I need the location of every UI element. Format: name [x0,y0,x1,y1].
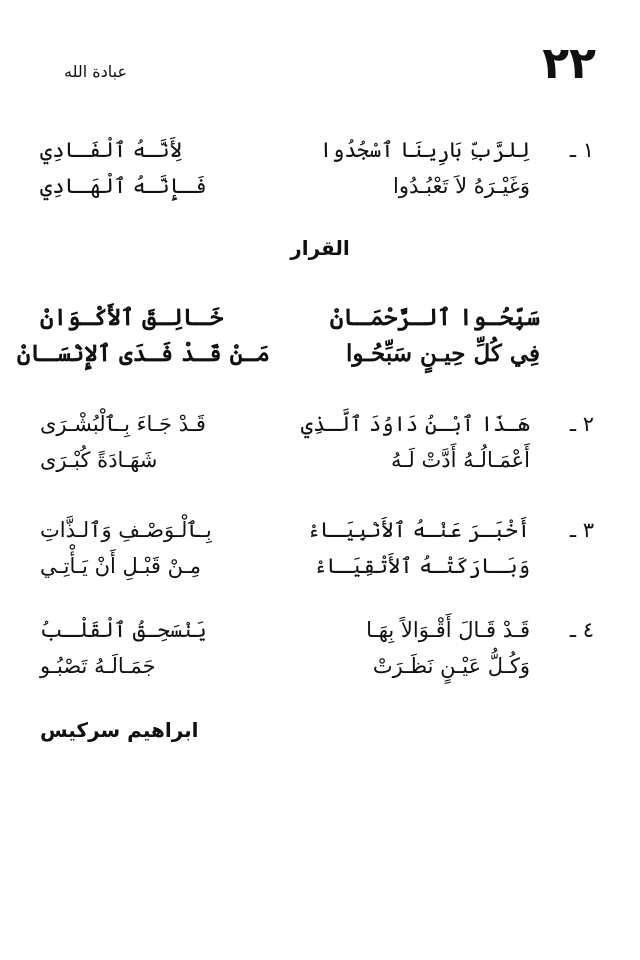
verse-line [0,648,640,684]
verse-line [0,168,640,204]
second-hemistich: فَـإِنَّـهُ ٱلْهَـادِي [40,174,207,198]
second-hemistich: لِأَنَّـهُ ٱلْفَـادِي [40,138,183,162]
first-hemistich: وَبَـارَكَتْـهُ ٱلأَتْقِيَـاءْ [314,554,530,578]
first-hemistich: وَغَيْـرَهُ لاَ تَعْبُـدُوا [393,174,530,198]
second-hemistich: جَمَـالَـهُ تَصْبُـو [40,654,156,678]
first-hemistich: أَعْمَـالُـهُ أَدَّتْ لَـهُ [391,448,530,472]
verse-line [0,406,640,442]
verse-line [0,442,640,478]
chorus-heading: القرار [290,236,350,260]
chorus [0,300,640,372]
first-hemistich: وَكُـلُّ عَيْـنٍ نَظَـرَتْ [372,654,530,678]
author-name: ابراهيم سركيس [40,718,199,742]
verse-number: ٣ ـ [569,518,594,542]
chorus-line [0,336,640,372]
second-hemistich: شَهَـادَةً كُبْـرَى [40,448,158,472]
first-hemistich: فِي كُلِّ حِيـنٍ سَبِّحُـوا [345,340,540,367]
verse-number: ١ ـ [569,138,594,162]
verse-3 [0,512,640,584]
verse-line [0,132,640,168]
running-title: عبادة الله [64,62,128,81]
chorus-line [0,300,640,336]
first-hemistich: لِلرَّبِّ بَارِينَا ٱسْجُدُوا [319,138,530,162]
first-hemistich: سَبِّحُـوا ٱلـرَّحْمَـانْ [329,304,540,331]
second-hemistich: مَـنْ قَـدْ فَـدَى ٱلإِنْسَـانْ [16,340,270,367]
verse-number: ٤ ـ [569,618,594,642]
first-hemistich: أَخْبَـرَ عَنْـهُ ٱلأَنْبِيَـاءْ [307,518,530,542]
second-hemistich: خَـالِـقَ ٱلأَكْـوَانْ [40,304,224,331]
first-hemistich: قَـدْ قَـالَ أَقْـوَالاً بِهَـا [366,618,530,642]
verse-1 [0,132,640,204]
second-hemistich: بِـٱلْـوَصْـفِ وَٱلـذَّاتِ [40,518,212,542]
second-hemistich: مِـنْ قَبْـلِ أَنْ يَـأْتِـي [40,554,201,578]
verse-line [0,512,640,548]
verse-line [0,548,640,584]
verse-line [0,612,640,648]
verse-2 [0,406,640,478]
second-hemistich: قَـدْ جَـاءَ بِـٱلْبُشْـرَى [40,412,206,436]
verse-4 [0,612,640,684]
page-number: ٢٢ [542,38,596,89]
second-hemistich: يَنْسَحِـقُ ٱلْقَلْـبُ [40,618,207,642]
first-hemistich: هَـذَا ٱبْـنُ دَاوُدَ ٱلَّـذِي [300,412,530,436]
verse-number: ٢ ـ [569,412,594,436]
